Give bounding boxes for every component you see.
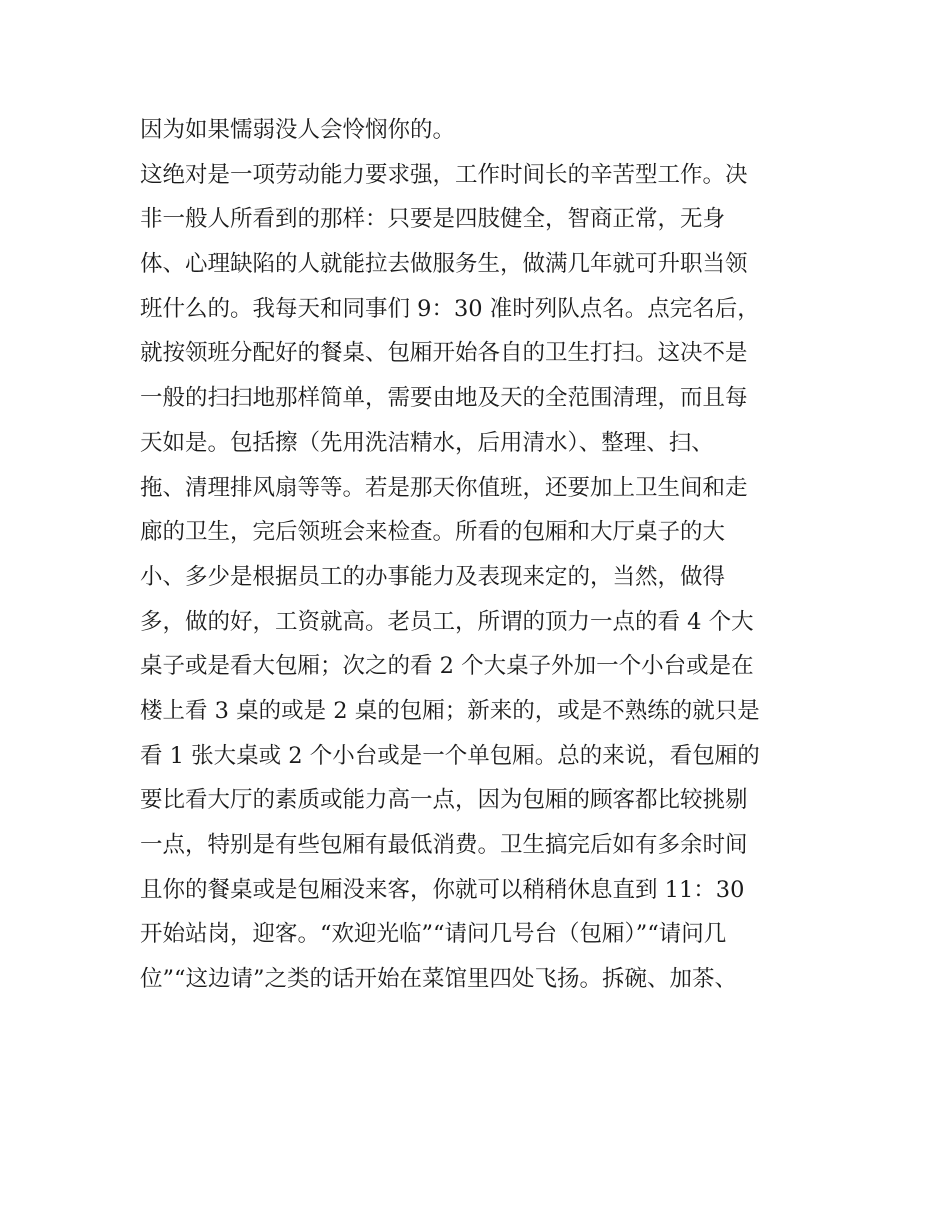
text-line: 班什么的。我每天和同事们 9：30 准时列队点名。点完名后， xyxy=(140,295,760,322)
text-line: 拖、清理排风扇等等。若是那天你值班，还要加上卫生间和走 xyxy=(140,474,748,501)
text-line: 开始站岗，迎客。“欢迎光临”“请问几号台（包厢）”“请问几 xyxy=(140,921,727,948)
text-line: 小、多少是根据员工的办事能力及表现来定的，当然，做得 xyxy=(140,563,726,590)
body-text xyxy=(140,108,820,1002)
text-line: 廊的卫生，完后领班会来检查。所看的包厢和大厅桌子的大 xyxy=(140,519,726,546)
text-line: 因为如果懦弱没人会怜悯你的。 xyxy=(140,117,456,143)
text-line: 桌子或是看大包厢；次之的看 2 个大桌子外加一个小台或是在 xyxy=(140,653,754,680)
text-line: 非一般人所看到的那样：只要是四肢健全，智商正常，无身 xyxy=(140,206,726,233)
text-line: 天如是。包括擦（先用洗洁精水，后用清水）、整理、扫、 xyxy=(140,429,714,456)
text-line: 看 1 张大桌或 2 个小台或是一个单包厢。总的来说，看包厢的 xyxy=(140,742,760,769)
text-line: 且你的餐桌或是包厢没来客，你就可以稍稍休息直到 11：30 xyxy=(140,876,745,903)
text-line: 楼上看 3 桌的或是 2 桌的包厢；新来的，或是不熟练的就只是 xyxy=(140,697,760,724)
text-line: 体、心理缺陷的人就能拉去做服务生，做满几年就可升职当领 xyxy=(140,251,748,278)
text-line: 位”“这边请”之类的话开始在菜馆里四处飞扬。拆碗、加茶、 xyxy=(140,966,738,993)
text-line: 多，做的好，工资就高。老员工，所谓的顶力一点的看 4 个大 xyxy=(140,608,754,635)
text-line: 这绝对是一项劳动能力要求强，工作时间长的辛苦型工作。决 xyxy=(140,161,748,188)
text-line: 一般的扫扫地那样简单，需要由地及天的全范围清理，而且每 xyxy=(140,385,748,412)
text-line: 就按领班分配好的餐桌、包厢开始各自的卫生打扫。这决不是 xyxy=(140,340,748,367)
text-line: 要比看大厅的素质或能力高一点，因为包厢的顾客都比较挑剔 xyxy=(140,787,748,814)
text-line: 一点，特别是有些包厢有最低消费。卫生搞完后如有多余时间 xyxy=(140,832,748,858)
